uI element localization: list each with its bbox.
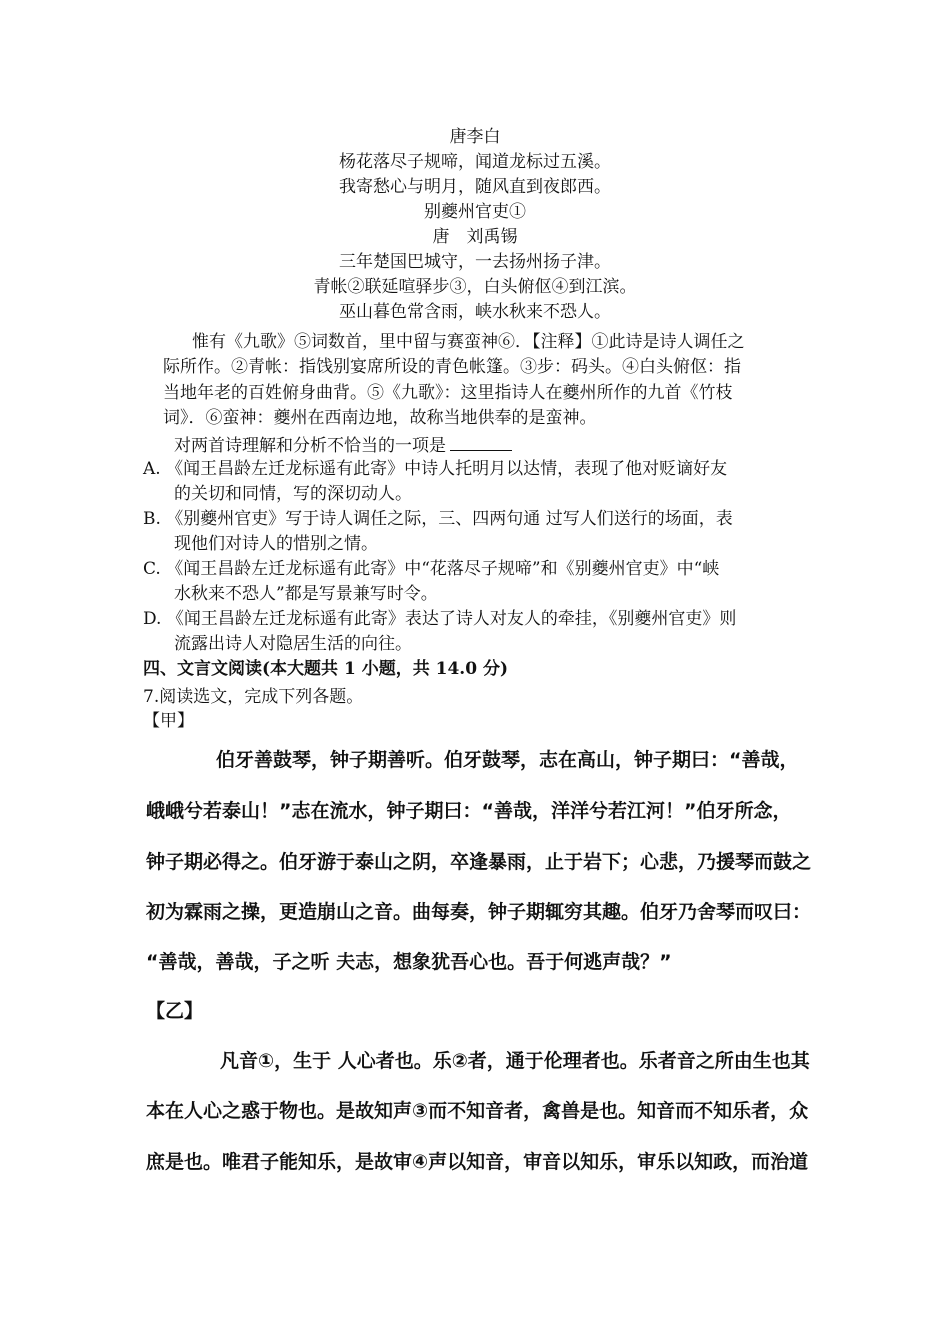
option-b-line-1: B. 《别夔州官吏》写于诗人调任之际，三、四两句通 过写人们送行的场面，表 [143,509,733,529]
yi-label: 【乙】 [146,1000,204,1022]
annotation-line-2: 际所作。②青帐：指饯别宴席所设的青色帐篷。③步：码头。④白头俯伛：指 [163,357,741,377]
poem2-line-2: 青帐②联延喧驿步③，白头俯伛④到江滨。 [313,277,637,297]
jia-line-2: 峨峨兮若泰山！”志在流水，钟子期曰：“善哉，洋洋兮若江河！”伯牙所念， [146,800,792,822]
question-stem-text: 对两首诗理解和分析不恰当的一项是 [174,436,446,456]
option-a-line-2: 的关切和同情，写的深切动人。 [174,484,412,504]
annotation-line-3: 当地年老的百姓俯身曲背。⑤《九歌》：这里指诗人在夔州所作的九首《竹枝 [163,383,733,403]
annotation-line-4: 词》．⑥蛮神：夔州在西南边地，故称当地供奉的是蛮神。 [163,408,597,428]
annotation-line-1: 惟有《九歌》⑤词数首，里中留与赛蛮神⑥．【注释】①此诗是诗人调任之 [192,332,745,352]
jia-line-4: 初为霖雨之操，更造崩山之音。曲每奏，钟子期辄穷其趣。伯牙乃舍琴而叹曰： [146,901,812,923]
poem2-author: 唐 刘禹锡 [432,227,518,247]
poem2-title: 别夔州官吏① [424,202,526,222]
jia-line-5: “善哉，善哉，子之听 夫志，想象犹吾心也。吾于何逃声哉？” [146,951,672,973]
jia-label: 【甲】 [143,711,194,731]
item-7-instruction: 7.阅读选文，完成下列各题。 [143,687,364,707]
poem2-line-3: 巫山暮色常含雨，峡水秋来不恐人。 [339,302,611,322]
answer-blank [450,432,512,451]
jia-line-1: 伯牙善鼓琴，钟子期善听。伯牙鼓琴，志在高山，钟子期曰：“善哉， [216,749,799,771]
option-d-line-2: 流露出诗人对隐居生活的向往。 [174,634,412,654]
option-d-line-1: D. 《闻王昌龄左迁龙标遥有此寄》表达了诗人对友人的牵挂，《别夔州官吏》则 [143,609,737,629]
question-stem [174,432,512,458]
option-b-line-2: 现他们对诗人的惜别之情。 [174,534,378,554]
poem2-line-1: 三年楚国巴城守，一去扬州扬子津。 [339,252,611,272]
yi-line-1: 凡音①，生于 人心者也。乐②者，通于伦理者也。乐者音之所由生也其 [220,1050,810,1072]
yi-line-2: 本在人心之惑于物也。是故知声③而不知音者，禽兽是也。知音而不知乐者，众 [146,1100,809,1122]
poem1-line-1: 杨花落尽子规啼，闻道龙标过五溪。 [339,152,611,172]
option-c-line-1: C. 《闻王昌龄左迁龙标遥有此寄》中“花落尽子规啼”和《别夔州官吏》中“峡 [143,559,720,579]
jia-line-3: 钟子期必得之。伯牙游于泰山之阴，卒逢暴雨，止于岩下；心悲，乃援琴而鼓之 [146,851,812,873]
option-a-line-1: A. 《闻王昌龄左迁龙标遥有此寄》中诗人托明月以达情，表现了他对贬谪好友 [143,459,728,479]
poem1-author: 唐李白 [449,127,501,147]
option-c-line-2: 水秋来不恐人”都是写景兼写时令。 [174,584,438,604]
yi-line-3: 庶是也。唯君子能知乐，是故审④声以知音，审音以知乐，审乐以知政，而治道 [146,1151,809,1173]
poem1-line-2: 我寄愁心与明月，随风直到夜郎西。 [339,177,611,197]
section-heading: 四、文言文阅读(本大题共 1 小题，共 14.0 分) [143,659,508,679]
